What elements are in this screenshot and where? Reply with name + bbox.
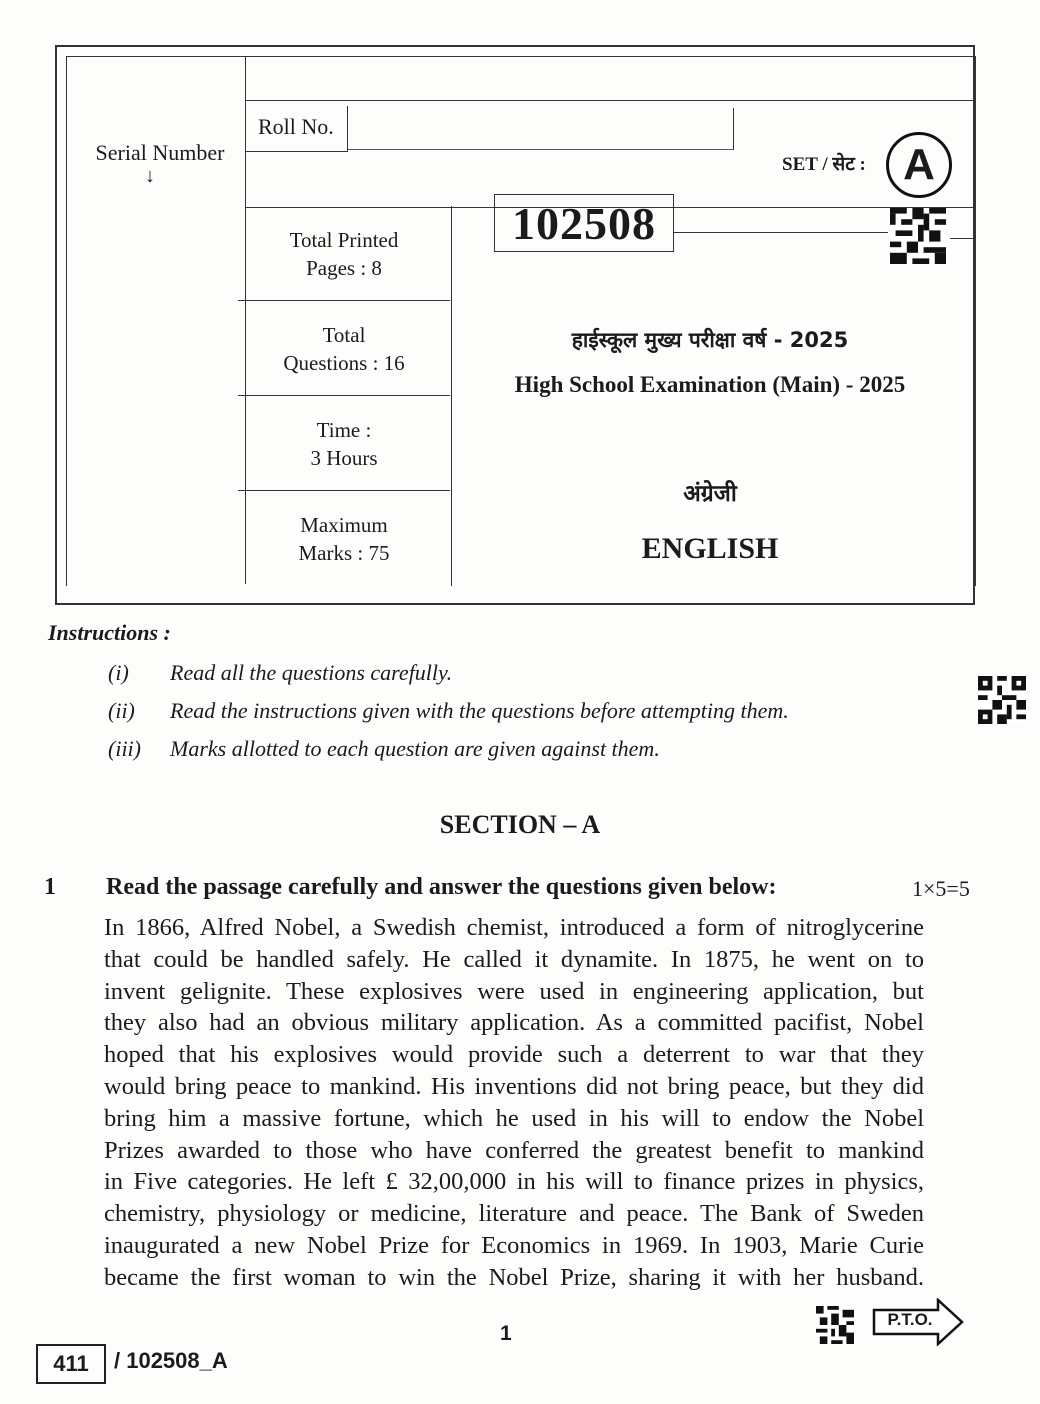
instruction-item: (ii) Read the instructions given with the questions before attempting them. [108, 698, 789, 723]
section-title: SECTION – A [439, 810, 601, 839]
subject-hindi: अंग्रेजी [683, 481, 737, 507]
down-arrow-icon: ↓ [145, 165, 155, 187]
page-number: 1 [500, 1322, 512, 1345]
passage-line: inaugurated a new Nobel Prize for Economics in 1969. In 1903, Marie Curie [104, 1231, 924, 1259]
passage-line: became the first woman to win the Nobel Prize, sharing it with her husband. [104, 1263, 924, 1291]
passage-line: in Five categories. He left £ 32,00,000 in his will to finance prizes in physics, [104, 1168, 924, 1196]
serial-number-label: Serial Number [95, 140, 225, 165]
instructions-title: Instructions : [48, 620, 171, 645]
instruction-item: (iii) Marks allotted to each question are given against them. [108, 736, 660, 761]
paper-code: 102508 [494, 194, 674, 252]
passage-line: that could be handled safely. He called it dynamite. In 1875, he went on to [104, 945, 924, 973]
passage-line: Prizes awarded to those who have conferred the greatest benefit to mankind [104, 1136, 924, 1164]
passage-line: In 1866, Alfred Nobel, a Swedish chemist, introduced a form of nitroglycerine [104, 914, 924, 941]
passage-line: invent gelignite. These explosives were used in engineering application, but [104, 977, 924, 1005]
serial-number-column [66, 56, 246, 584]
exam-title-hindi: हाईस्कूल मुख्य परीक्षा वर्ष - 2025 [571, 328, 849, 352]
set-label: SET / सेट : [782, 154, 866, 175]
footer-reference: / 102508_A [114, 1348, 228, 1373]
roll-number-field[interactable] [348, 108, 734, 150]
passage-line: they also had an obvious military application. As a committed pacifist, Nobel [104, 1009, 924, 1037]
instruction-item: (i) Read all the questions carefully. [108, 660, 453, 685]
exam-info-column [238, 206, 452, 586]
qr-code-icon [890, 208, 946, 264]
max-marks-cell: Maximum Marks : 75 [298, 513, 390, 565]
time-cell: Time : 3 Hours [238, 396, 450, 491]
set-badge: A [886, 132, 952, 198]
question-number: 1 [44, 874, 56, 900]
pto-label: P.T.O. [887, 1310, 933, 1329]
subject-english: ENGLISH [641, 532, 779, 565]
qr-code-icon [816, 1306, 854, 1344]
question-title: Read the passage carefully and answer the questions given below: [106, 874, 777, 900]
question-marks: 1×5=5 [912, 876, 970, 901]
passage-line: would bring peace to mankind. His inventions did not bring peace, but they did [104, 1072, 924, 1100]
footer-code-box: 411 [36, 1344, 106, 1384]
roll-number-label: Roll No. [246, 106, 348, 152]
passage-line: chemistry, physiology or medicine, literature and peace. The Bank of Sweden [104, 1200, 924, 1228]
exam-title-english: High School Examination (Main) - 2025 [514, 372, 906, 397]
total-questions-cell: Total Questions : 16 [238, 301, 450, 396]
qr-code-icon [978, 676, 1026, 724]
total-pages-cell: Total Printed Pages : 8 [238, 206, 450, 301]
passage-line: bring him a massive fortune, which he used in his will to endow the Nobel [104, 1104, 924, 1132]
reading-passage [104, 912, 924, 1294]
passage-line: hoped that his explosives would provide such a deterrent to war that they [104, 1041, 924, 1069]
divider [674, 232, 888, 233]
divider [950, 238, 974, 239]
